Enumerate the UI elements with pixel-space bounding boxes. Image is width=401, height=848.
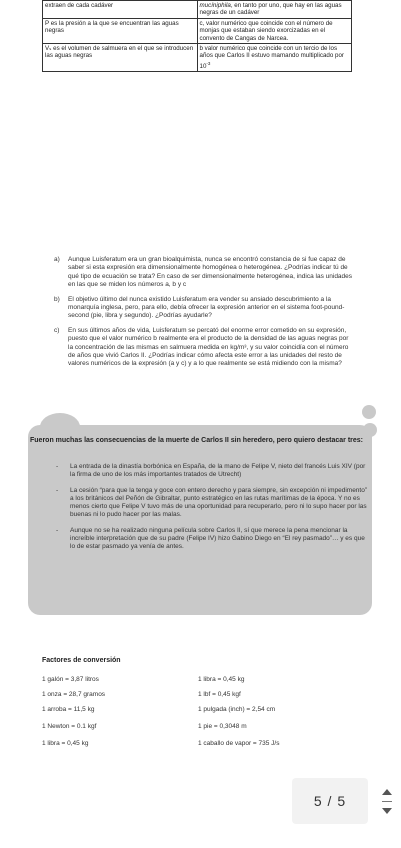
table-cell: extraen de cada cadáver <box>43 1 198 19</box>
next-page-icon[interactable] <box>382 808 392 814</box>
conversion-item: 1 arroba = 11,5 kg <box>42 706 95 713</box>
table-cell <box>197 1 352 19</box>
callout-notch-shape <box>362 405 376 419</box>
previous-page-icon[interactable] <box>382 789 392 795</box>
question-label: c) <box>54 326 60 334</box>
list-item-text: Aunque no se ha realizado ninguna película sobre Carlos II, sí que merece la pena mencionar la increíble interpretación que de su padre (Felipe IV) hizo Gabino Diego en “El rey pasmado”… y es que lo de estar pasmado ya venía de antes. <box>70 527 365 550</box>
exponent: -3 <box>206 60 211 66</box>
divider <box>382 801 392 802</box>
table-row <box>43 44 352 72</box>
question-label: b) <box>54 295 60 303</box>
question-text: En sus últimos años de vida, Luisferatum se percató del enorme error cometido en su expresión, puesto que el valor numérico b realmente era el producto de la densidad de las aguas negras por la concentración de las mismas en salmuera medida en kg/m³, y su valor coincidía con el número de años que vivió Carlos II. ¿Podrías indicar cómo afecta este error a las unidades del resto de valores numéricos de la expresión (a y c) y a lo que realmente se está midiendo con la misma? <box>68 326 349 368</box>
conversion-item: 1 pie = 0,3048 m <box>198 723 247 730</box>
conversion-item: 1 caballo de vapor = 735 J/s <box>198 740 280 747</box>
question-label: a) <box>54 256 60 263</box>
question-item <box>54 256 354 290</box>
conversion-item: 1 libra = 0,45 kg <box>198 676 245 683</box>
questions-list <box>54 256 354 375</box>
species-name: mucíniphila <box>199 2 231 9</box>
callout-list <box>56 463 370 559</box>
conversion-item: 1 galón = 3,87 litros <box>42 676 99 683</box>
question-item <box>54 296 354 321</box>
conversion-item: 1 Newton = 0.1 kgf <box>42 723 97 730</box>
conversion-item: 1 libra = 0,45 kg <box>42 740 89 747</box>
table-cell-text: b valor numérico que coincide con un tercio de los años que Carlos II estuvo mamando multiplicado por 10 <box>199 45 344 70</box>
list-item: - La entrada de la dinastía borbónica en España, de la mano de Felipe V, nieto del francés Luis XIV (por la firma de uno de los más importantes tratados de Utrecht) <box>56 463 366 478</box>
callout-title: Fueron muchas las consecuencias de la muerte de Carlos II sin heredero, pero quiero destacar tres: <box>30 437 364 444</box>
table-cell: c, valor numérico que coincide con el número de monjas que estaban siendo exorcizadas en el convento de Cangas de Narcea. <box>197 18 352 43</box>
table-cell <box>197 44 352 72</box>
question-text: Aunque Luisferatum era un gran bioalquimista, nunca se encontró constancia de si fue capaz de saber si esta expresión era dimensionalmente homogénea o heterogénea. ¿Podrías indicar tú de qué tipo de ecuación se trata? En caso de ser dimensionalmente heterogénea, indica las unidades en las que se miden los números a, b y c <box>68 256 353 289</box>
variables-table <box>42 0 352 72</box>
conversion-item: 1 pulgada (inch) = 2,54 cm <box>198 706 276 713</box>
list-item-text: La cesión “para que la tenga y goce con entero derecho y para siempre, sin excepción ni impedimento” a los británicos del Peñón de Gibraltar, punto estratégico en las rutas marítimas de la época. Y no es menos cierto que Felipe V tuvo más de una oportunidad para recuperarlo, pero ni lo supo hacer por las buenas ni lo pudo hacer por las malas. <box>70 487 368 518</box>
table-cell: P es la presión a la que se encuentran las aguas negras <box>43 18 198 43</box>
conversion-title: Factores de conversión <box>42 657 121 664</box>
conversion-item: 1 lbf = 0,45 kgf <box>198 691 241 698</box>
page-navigation <box>372 778 401 824</box>
question-item <box>54 327 354 369</box>
conversion-item: 1 onza = 28,7 gramos <box>42 691 106 698</box>
table-row <box>43 18 352 43</box>
list-item-text: La entrada de la dinastía borbónica en España, de la mano de Felipe V, nieto del francés Luis XIV (por la firma de uno de los más importantes tratados de Utrecht) <box>70 463 366 478</box>
page-indicator: 5 / 5 <box>292 778 368 824</box>
table-cell: Vₛ es el volumen de salmuera en el que se introducen las aguas negras <box>43 44 198 72</box>
list-item: - Aunque no se ha realizado ninguna película sobre Carlos II, sí que merece la pena mencionar la increíble interpretación que de su padre (Felipe IV) hizo Gabino Diego en “El rey pasmado”… y es que lo de estar pasmado ya venía de antes. <box>56 527 365 550</box>
table-cell-text: , en tanto por uno, que hay en las aguas negras de un cadáver <box>199 2 342 17</box>
question-text: El objetivo último del nunca existido Luisferatum era vender su ansiado descubrimiento a la monarquía inglesa, pero, para ello, debía ofrecer la expresión anterior en el sistema foot-pound-second (pie, libra y segundo). ¿Podrías ayudarle? <box>68 295 345 320</box>
table-row <box>43 1 352 19</box>
list-item: - La cesión “para que la tenga y goce con entero derecho y para siempre, sin excepción ni impedimento” a los británicos del Peñón de Gibraltar, punto estratégico en las rutas marítimas de la época. Y no es menos cierto que Felipe V tuvo más de una oportunidad para recuperarlo, pero ni lo supo hacer por las buenas ni lo pudo hacer por las malas. <box>56 487 368 518</box>
